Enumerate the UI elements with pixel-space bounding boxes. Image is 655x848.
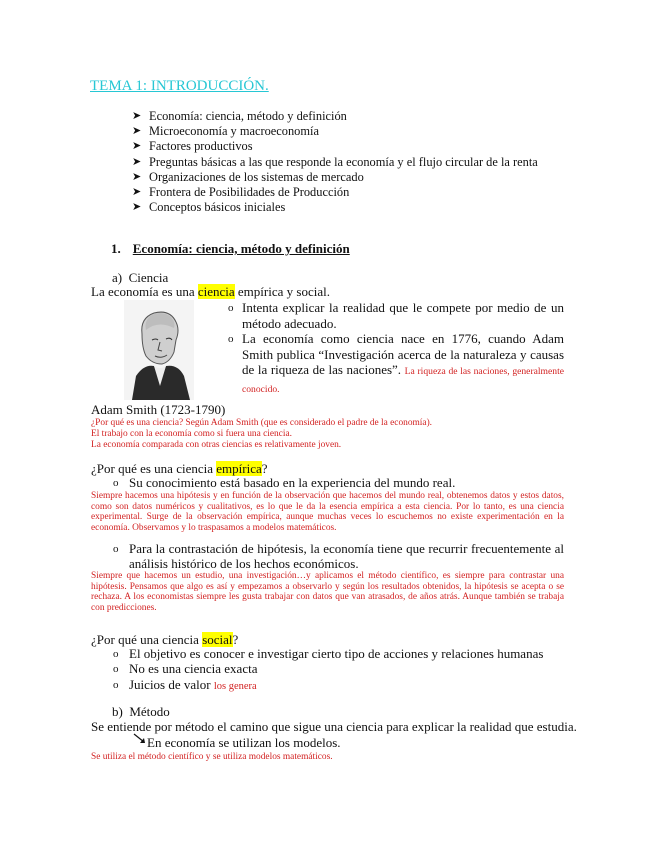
subsection-a: a) Ciencia bbox=[112, 270, 169, 285]
note-inline: La riqueza de las naciones, generalmente conocido. bbox=[242, 366, 565, 395]
arrow-bullet-icon: ➤ bbox=[132, 155, 142, 168]
toc-item: ➤ Organizaciones de los sistemas de mercado bbox=[132, 169, 364, 184]
arrow-bullet-icon: ➤ bbox=[132, 170, 142, 183]
toc-item: ➤ Factores productivos bbox=[132, 139, 253, 154]
note-paragraph: Siempre que hacemos un estudio, una investigación…y aplicamos el método científico, es siempre para contrastar una hipótesis. Pensamos que algo es así y empezamos a observarlo y según los resultados obtenidos, la hipótesis se acepta o se rechaza. A los economistas siempre les gusta trabajar con datos que van atrasados, de años atrás. Aunque también se trabaja con predicciones. bbox=[91, 571, 564, 613]
question-empirica: ¿Por qué es una ciencia empírica? bbox=[91, 461, 268, 476]
highlight: social bbox=[202, 632, 233, 647]
subsection-b: b) Método bbox=[112, 704, 170, 719]
toc-item: ➤ Microeconomía y macroeconomía bbox=[132, 124, 319, 139]
bullet-item: El objetivo es conocer e investigar cierto tipo de acciones y relaciones humanas bbox=[129, 646, 544, 661]
note-inline: los genera bbox=[213, 681, 257, 692]
bullet-marker: o bbox=[113, 648, 119, 660]
arrow-bullet-icon: ➤ bbox=[132, 201, 142, 214]
bullet-item: Su conocimiento está basado en la experiencia del mundo real. bbox=[129, 475, 456, 490]
toc-item: ➤ Preguntas básicas a las que responde la economía y el flujo circular de la renta bbox=[132, 154, 538, 169]
section-title: Economía: ciencia, método y definición bbox=[132, 241, 350, 256]
bullet-marker: o bbox=[228, 302, 234, 314]
bullet-marker: o bbox=[113, 663, 119, 675]
arrow-bullet-icon: ➤ bbox=[132, 140, 142, 153]
toc-item: ➤ Frontera de Posibilidades de Producción bbox=[132, 185, 350, 200]
section-number: 1. bbox=[111, 241, 121, 256]
bullet-marker: o bbox=[228, 333, 234, 345]
note-line: La economía comparada con otras ciencias es relativamente joven. bbox=[91, 440, 342, 450]
arrow-bullet-icon: ➤ bbox=[132, 186, 142, 199]
bullet-item: Intenta explicar la realidad que le compete por medio de un método adecuado. bbox=[242, 300, 564, 331]
toc-list bbox=[132, 109, 538, 215]
highlight: ciencia bbox=[197, 284, 235, 299]
metodo-text: Se entiende por método el camino que sigue una ciencia para explicar la realidad que estudia. bbox=[91, 719, 577, 734]
note-line: Se utiliza el método científico y se utiliza modelos matemáticos. bbox=[91, 752, 333, 762]
arrow-bullet-icon: ➤ bbox=[132, 125, 142, 138]
bullet-item: Para la contrastación de hipótesis, la economía tiene que recurrir frecuentemente al análisis histórico de los hechos económicos. bbox=[129, 541, 564, 571]
arrow-down-right-icon bbox=[133, 733, 147, 745]
bullet-item: La economía como ciencia nace en 1776, cuando Adam Smith publica “Investigación acerca de la naturaleza y causas de la riqueza de las naciones”. La riqueza de las naciones, generalmente conocido. bbox=[242, 331, 565, 395]
note-line: ¿Por qué es una ciencia? Según Adam Smith (que es considerado el padre de la economía). bbox=[91, 418, 433, 428]
note-paragraph: Siempre hacemos una hipótesis y en función de la observación que hacemos del mundo real, obtenemos datos y estos datos, como son datos numéricos y cualitativos, es lo que le da la esencia empírica a esta ciencia. Por lo tanto, es una ciencia experimental. Surge de la observación empírica, aunque muchas veces lo escuchemos no existe experimentación en la economía. Observamos y lo traspasamos a modelos matemáticos. bbox=[91, 491, 564, 533]
highlight: empírica bbox=[216, 461, 262, 476]
bullet-item: No es una ciencia exacta bbox=[129, 661, 258, 676]
intro-sentence: La economía es una ciencia empírica y social. bbox=[91, 284, 330, 299]
portrait-caption: Adam Smith (1723-1790) bbox=[91, 402, 226, 417]
metodo-arrow-text: En economía se utilizan los modelos. bbox=[147, 735, 341, 750]
bullet-marker: o bbox=[113, 679, 119, 691]
arrow-bullet-icon: ➤ bbox=[132, 110, 142, 122]
bullet-marker: o bbox=[113, 477, 119, 489]
page-title: TEMA 1: INTRODUCCIÓN. bbox=[90, 78, 269, 94]
toc-item: ➤ Conceptos básicos iniciales bbox=[132, 200, 286, 215]
toc-item: ➤ Economía: ciencia, método y definición bbox=[132, 109, 347, 123]
bullet-marker: o bbox=[113, 543, 119, 555]
note-line: El trabajo con la economía como si fuera una ciencia. bbox=[91, 429, 292, 439]
adam-smith-portrait bbox=[124, 300, 194, 400]
bullet-item: Juicios de valor los genera bbox=[129, 677, 257, 692]
section-heading bbox=[111, 241, 350, 257]
question-social: ¿Por qué una ciencia social? bbox=[91, 632, 239, 647]
